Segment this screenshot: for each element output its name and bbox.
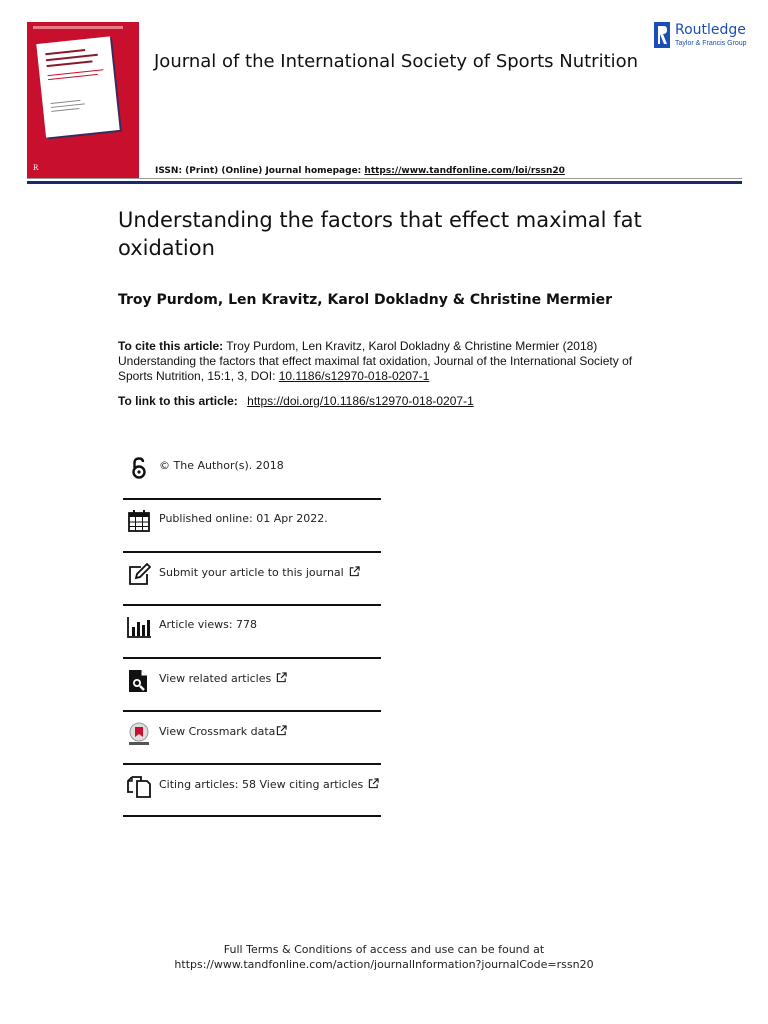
edit-icon <box>127 563 151 587</box>
publisher-name: Routledge <box>675 22 746 38</box>
related-row[interactable] <box>123 659 381 711</box>
bar-chart-icon <box>127 615 151 639</box>
terms-link[interactable]: https://www.tandfonline.com/action/journalInformation?journalCode=rssn20 <box>174 958 594 971</box>
related-text: View related articles <box>159 672 272 685</box>
copyright-text: © The Author(s). 2018 <box>159 459 284 472</box>
external-link-icon <box>368 778 379 789</box>
article-link[interactable]: https://doi.org/10.1186/s12970-018-0207-1 <box>247 394 474 408</box>
article-authors: Troy Purdom, Len Kravitz, Karol Dokladny & Christine Mermier <box>118 292 613 308</box>
header-rule-thick <box>27 181 742 184</box>
journal-cover-image <box>27 22 139 178</box>
issn-line <box>155 166 565 176</box>
submit-link[interactable] <box>159 566 360 579</box>
link-block <box>118 394 474 408</box>
related-link[interactable] <box>159 672 287 685</box>
submit-text: Submit your article to this journal <box>159 566 344 579</box>
submit-row[interactable] <box>123 553 381 605</box>
crossmark-icon <box>127 722 151 746</box>
views-row <box>123 605 381 657</box>
terms-footer <box>0 942 768 972</box>
cite-text: Troy Purdom, Len Kravitz, Karol Dokladny & Christine Mermier (2018) Understanding the factors that effect maximal fat oxidation, Journal of the International Society of Sports Nutrition, 15:1, 3, DOI: <box>118 339 633 383</box>
citing-row[interactable] <box>123 765 381 817</box>
journal-title: Journal of the International Society of Sports Nutrition <box>154 51 639 72</box>
cover-publisher-logo: R <box>33 164 39 172</box>
issn-label: ISSN: (Print) (Online) Journal homepage: <box>155 166 362 176</box>
cover-strip <box>33 26 123 29</box>
routledge-logo-icon <box>654 22 670 48</box>
published-row <box>123 499 381 551</box>
divider <box>123 815 381 817</box>
publisher-group: Taylor & Francis Group <box>675 40 747 47</box>
external-link-icon <box>276 725 287 736</box>
citation-block <box>118 339 648 384</box>
calendar-icon <box>127 509 151 533</box>
link-label: To link to this article: <box>118 394 238 408</box>
external-link-icon <box>276 672 287 683</box>
copyright-row <box>123 446 381 498</box>
crossmark-link[interactable] <box>159 725 287 738</box>
document-search-icon <box>127 669 151 693</box>
citing-text: Citing articles: 58 View citing articles <box>159 778 364 791</box>
views-text: Article views: 778 <box>159 618 258 631</box>
external-link-icon <box>349 566 360 577</box>
citing-articles-icon <box>127 775 151 799</box>
citing-link[interactable] <box>159 778 379 791</box>
doi-link[interactable]: 10.1186/s12970-018-0207-1 <box>278 369 430 383</box>
crossmark-text: View Crossmark data <box>159 725 276 738</box>
journal-homepage-link[interactable]: https://www.tandfonline.com/loi/rssn20 <box>364 166 565 176</box>
cite-label: To cite this article: <box>118 339 224 353</box>
header-rule-thin <box>27 178 742 179</box>
terms-line-1: Full Terms & Conditions of access and use can be found at <box>223 943 545 956</box>
open-access-icon <box>127 456 151 480</box>
article-title: Understanding the factors that effect maximal fat oxidation <box>118 208 642 260</box>
cover-paper <box>36 36 119 137</box>
published-text: Published online: 01 Apr 2022. <box>159 512 328 525</box>
crossmark-row[interactable] <box>123 712 381 764</box>
